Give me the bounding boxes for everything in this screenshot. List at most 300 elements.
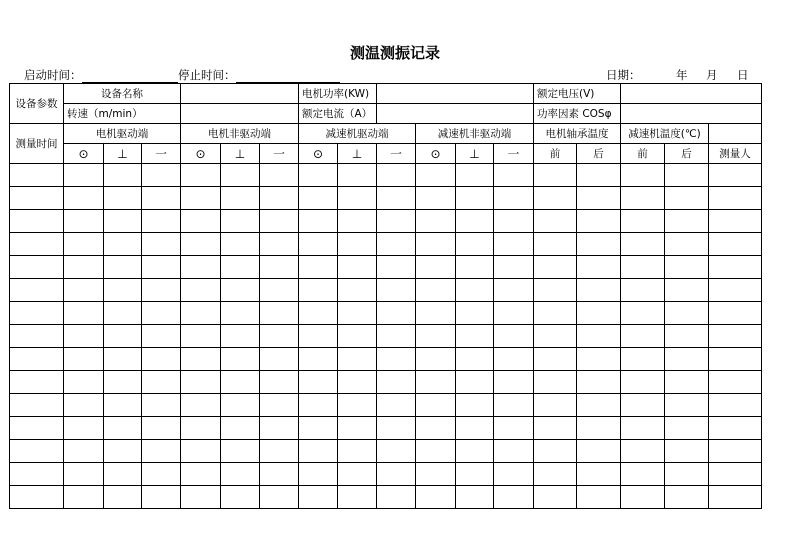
record-cell[interactable] [299,394,338,417]
record-cell[interactable] [10,325,64,348]
record-cell[interactable] [10,210,64,233]
record-cell[interactable] [534,417,577,440]
record-cell[interactable] [181,279,221,302]
power-factor-value[interactable] [621,104,762,124]
record-cell[interactable] [64,279,104,302]
record-cell[interactable] [299,348,338,371]
record-cell[interactable] [665,463,709,486]
record-cell[interactable] [494,463,534,486]
record-cell[interactable] [709,210,762,233]
record-cell[interactable] [260,486,299,509]
record-cell[interactable] [494,256,534,279]
motor-power-value[interactable] [377,84,534,104]
vib-radial-icon: ⊙ [299,144,338,164]
record-cell[interactable] [709,348,762,371]
record-cell[interactable] [456,164,494,187]
record-cell[interactable] [621,486,665,509]
record-cell[interactable] [709,486,762,509]
record-cell[interactable] [709,187,762,210]
record-cell[interactable] [64,371,104,394]
record-cell[interactable] [577,348,621,371]
record-cell[interactable] [142,256,181,279]
record-cell[interactable] [377,325,416,348]
record-cell[interactable] [260,164,299,187]
record-cell[interactable] [104,371,142,394]
record-cell[interactable] [494,164,534,187]
record-cell[interactable] [577,371,621,394]
data-rows [10,164,762,509]
record-cell[interactable] [665,187,709,210]
record-cell[interactable] [494,279,534,302]
record-cell[interactable] [416,440,456,463]
record-cell[interactable] [494,210,534,233]
record-cell[interactable] [142,325,181,348]
record-cell[interactable] [10,233,64,256]
record-cell[interactable] [181,348,221,371]
table-row [10,279,762,302]
record-cell[interactable] [181,371,221,394]
record-cell[interactable] [338,187,377,210]
record-cell[interactable] [221,325,260,348]
group-reducer-nondrive: 减速机非驱动端 [416,124,534,144]
record-cell[interactable] [534,394,577,417]
record-cell[interactable] [621,164,665,187]
record-cell[interactable] [709,440,762,463]
record-cell[interactable] [665,440,709,463]
record-cell[interactable] [221,417,260,440]
record-cell[interactable] [534,325,577,348]
record-cell[interactable] [221,164,260,187]
record-cell[interactable] [260,325,299,348]
record-cell[interactable] [260,371,299,394]
record-cell[interactable] [221,279,260,302]
record-cell[interactable] [577,187,621,210]
rated-voltage-label: 额定电压(V) [534,84,621,104]
record-cell[interactable] [416,394,456,417]
record-cell[interactable] [456,394,494,417]
record-cell[interactable] [377,440,416,463]
record-cell[interactable] [299,325,338,348]
table-row [10,187,762,210]
record-cell[interactable] [456,417,494,440]
record-cell[interactable] [104,463,142,486]
record-cell[interactable] [260,348,299,371]
device-name-label: 设备名称 [64,84,181,104]
record-cell[interactable] [104,279,142,302]
record-cell[interactable] [416,463,456,486]
record-cell[interactable] [299,371,338,394]
record-cell[interactable] [64,325,104,348]
record-cell[interactable] [142,233,181,256]
record-cell[interactable] [665,371,709,394]
record-cell[interactable] [377,371,416,394]
record-cell[interactable] [621,417,665,440]
record-cell[interactable] [10,394,64,417]
record-cell[interactable] [338,417,377,440]
record-cell[interactable] [260,417,299,440]
record-cell[interactable] [577,302,621,325]
table-row [10,164,762,187]
record-cell[interactable] [104,486,142,509]
record-cell[interactable] [260,233,299,256]
record-cell[interactable] [534,463,577,486]
record-cell[interactable] [377,417,416,440]
record-cell[interactable] [416,256,456,279]
record-cell[interactable] [221,210,260,233]
record-cell[interactable] [534,486,577,509]
record-cell[interactable] [534,164,577,187]
record-cell[interactable] [221,233,260,256]
record-cell[interactable] [416,302,456,325]
record-cell[interactable] [299,164,338,187]
record-cell[interactable] [621,187,665,210]
record-cell[interactable] [456,256,494,279]
record-cell[interactable] [456,325,494,348]
record-cell[interactable] [665,325,709,348]
record-cell[interactable] [338,394,377,417]
record-cell[interactable] [10,279,64,302]
record-cell[interactable] [577,440,621,463]
record-cell[interactable] [64,394,104,417]
record-cell[interactable] [621,348,665,371]
vib-vertical-icon: ⊥ [456,144,494,164]
record-cell[interactable] [338,348,377,371]
record-cell[interactable] [142,486,181,509]
record-cell[interactable] [104,348,142,371]
record-cell[interactable] [299,279,338,302]
record-cell[interactable] [709,417,762,440]
record-cell[interactable] [299,463,338,486]
record-cell[interactable] [221,371,260,394]
record-cell[interactable] [494,233,534,256]
record-cell[interactable] [10,256,64,279]
record-cell[interactable] [665,394,709,417]
record-cell[interactable] [416,279,456,302]
record-cell[interactable] [494,325,534,348]
record-cell[interactable] [709,164,762,187]
record-cell[interactable] [416,187,456,210]
record-cell[interactable] [456,233,494,256]
record-cell[interactable] [456,348,494,371]
record-cell[interactable] [621,302,665,325]
record-cell[interactable] [456,210,494,233]
record-cell[interactable] [494,371,534,394]
record-cell[interactable] [104,417,142,440]
record-cell[interactable] [665,486,709,509]
record-cell[interactable] [534,348,577,371]
record-cell[interactable] [104,187,142,210]
record-cell[interactable] [456,440,494,463]
record-cell[interactable] [10,440,64,463]
table-row [10,440,762,463]
record-cell[interactable] [416,164,456,187]
record-cell[interactable] [456,187,494,210]
record-cell[interactable] [577,233,621,256]
record-cell[interactable] [709,325,762,348]
record-cell[interactable] [621,279,665,302]
record-cell[interactable] [299,440,338,463]
record-cell[interactable] [10,417,64,440]
param-row-2 [10,104,762,124]
record-cell[interactable] [577,279,621,302]
record-cell[interactable] [299,233,338,256]
record-cell[interactable] [221,463,260,486]
record-cell[interactable] [577,486,621,509]
record-cell[interactable] [456,486,494,509]
record-cell[interactable] [64,302,104,325]
record-cell[interactable] [338,440,377,463]
record-cell[interactable] [64,417,104,440]
record-cell[interactable] [338,463,377,486]
temp-rear-label: 后 [665,144,709,164]
record-cell[interactable] [621,325,665,348]
record-cell[interactable] [665,302,709,325]
record-cell[interactable] [104,210,142,233]
record-cell[interactable] [377,164,416,187]
record-cell[interactable] [338,302,377,325]
record-cell[interactable] [709,279,762,302]
record-cell[interactable] [10,371,64,394]
record-cell[interactable] [577,417,621,440]
record-cell[interactable] [534,371,577,394]
record-cell[interactable] [142,394,181,417]
record-cell[interactable] [621,210,665,233]
record-cell[interactable] [181,486,221,509]
record-cell[interactable] [377,233,416,256]
record-cell[interactable] [299,302,338,325]
record-cell[interactable] [338,486,377,509]
group-reducer-drive: 减速机驱动端 [299,124,416,144]
record-cell[interactable] [221,302,260,325]
stop-time-line[interactable] [236,70,340,83]
record-cell[interactable] [10,463,64,486]
record-cell[interactable] [377,394,416,417]
record-cell[interactable] [665,279,709,302]
group-reducer-temp: 减速机温度(℃) [621,124,709,144]
param-row-1 [10,84,762,104]
record-cell[interactable] [10,164,64,187]
record-cell[interactable] [456,463,494,486]
record-cell[interactable] [621,256,665,279]
record-cell[interactable] [10,302,64,325]
vib-horizontal-icon: 一 [377,144,416,164]
record-cell[interactable] [181,302,221,325]
record-cell[interactable] [577,210,621,233]
record-cell[interactable] [64,187,104,210]
record-cell[interactable] [181,417,221,440]
record-cell[interactable] [338,210,377,233]
rated-current-value[interactable] [377,104,534,124]
record-cell[interactable] [456,302,494,325]
record-cell[interactable] [221,394,260,417]
record-cell[interactable] [577,256,621,279]
record-cell[interactable] [181,233,221,256]
record-cell[interactable] [456,371,494,394]
record-cell[interactable] [260,394,299,417]
record-cell[interactable] [64,348,104,371]
record-cell[interactable] [221,440,260,463]
record-cell[interactable] [142,279,181,302]
record-cell[interactable] [142,164,181,187]
measure-time-label: 测量时间 [10,124,64,164]
record-cell[interactable] [338,371,377,394]
measure-header-row-2 [10,144,762,164]
record-cell[interactable] [338,164,377,187]
rated-voltage-value[interactable] [621,84,762,104]
record-cell[interactable] [377,486,416,509]
record-cell[interactable] [416,417,456,440]
record-cell[interactable] [64,256,104,279]
record-cell[interactable] [142,210,181,233]
record-cell[interactable] [377,256,416,279]
record-cell[interactable] [416,348,456,371]
record-cell[interactable] [494,440,534,463]
record-cell[interactable] [709,371,762,394]
record-cell[interactable] [665,233,709,256]
record-cell[interactable] [709,302,762,325]
record-cell[interactable] [299,486,338,509]
record-cell[interactable] [377,302,416,325]
record-cell[interactable] [142,302,181,325]
record-cell[interactable] [181,394,221,417]
record-cell[interactable] [260,302,299,325]
record-cell[interactable] [577,394,621,417]
record-cell[interactable] [534,233,577,256]
record-cell[interactable] [494,187,534,210]
record-cell[interactable] [416,233,456,256]
record-cell[interactable] [64,463,104,486]
record-cell[interactable] [64,210,104,233]
record-cell[interactable] [104,256,142,279]
record-cell[interactable] [64,486,104,509]
record-cell[interactable] [104,164,142,187]
record-cell[interactable] [104,325,142,348]
record-cell[interactable] [221,486,260,509]
record-cell[interactable] [221,187,260,210]
vib-radial-icon: ⊙ [416,144,456,164]
record-cell[interactable] [181,164,221,187]
speed-value[interactable] [181,104,299,124]
record-cell[interactable] [260,279,299,302]
record-cell[interactable] [377,187,416,210]
record-cell[interactable] [665,417,709,440]
record-cell[interactable] [416,371,456,394]
record-cell[interactable] [377,279,416,302]
record-cell[interactable] [621,371,665,394]
record-cell[interactable] [416,325,456,348]
record-cell[interactable] [10,187,64,210]
record-cell[interactable] [299,256,338,279]
record-cell[interactable] [338,233,377,256]
record-cell[interactable] [299,417,338,440]
record-cell[interactable] [665,256,709,279]
record-cell[interactable] [338,325,377,348]
record-cell[interactable] [260,440,299,463]
record-cell[interactable] [416,486,456,509]
record-cell[interactable] [494,348,534,371]
record-cell[interactable] [10,486,64,509]
record-cell[interactable] [665,164,709,187]
record-cell[interactable] [494,394,534,417]
record-cell[interactable] [621,394,665,417]
record-cell[interactable] [709,394,762,417]
table-row [10,486,762,509]
record-cell[interactable] [577,463,621,486]
record-cell[interactable] [142,371,181,394]
record-cell[interactable] [260,463,299,486]
record-cell[interactable] [104,302,142,325]
record-cell[interactable] [534,279,577,302]
record-cell[interactable] [534,210,577,233]
record-cell[interactable] [260,210,299,233]
record-cell[interactable] [181,325,221,348]
record-cell[interactable] [142,463,181,486]
record-cell[interactable] [221,256,260,279]
device-name-value[interactable] [181,84,299,104]
record-cell[interactable] [709,256,762,279]
record-cell[interactable] [104,394,142,417]
record-cell[interactable] [709,463,762,486]
record-cell[interactable] [416,210,456,233]
record-cell[interactable] [621,440,665,463]
record-cell[interactable] [64,164,104,187]
record-cell[interactable] [181,210,221,233]
record-cell[interactable] [64,440,104,463]
record-cell[interactable] [181,440,221,463]
record-cell[interactable] [534,302,577,325]
record-cell[interactable] [494,302,534,325]
record-cell[interactable] [181,256,221,279]
record-cell[interactable] [142,348,181,371]
record-cell[interactable] [577,164,621,187]
record-cell[interactable] [377,348,416,371]
record-cell[interactable] [64,233,104,256]
record-cell[interactable] [142,187,181,210]
record-cell[interactable] [104,440,142,463]
record-cell[interactable] [621,463,665,486]
record-cell[interactable] [142,440,181,463]
record-cell[interactable] [665,348,709,371]
record-cell[interactable] [299,187,338,210]
record-cell[interactable] [299,210,338,233]
record-cell[interactable] [338,256,377,279]
record-cell[interactable] [260,256,299,279]
record-cell[interactable] [621,233,665,256]
record-cell[interactable] [494,417,534,440]
record-cell[interactable] [142,417,181,440]
record-cell[interactable] [534,187,577,210]
record-cell[interactable] [181,463,221,486]
record-cell[interactable] [456,279,494,302]
record-cell[interactable] [338,279,377,302]
record-cell[interactable] [221,348,260,371]
stop-time-field [178,67,340,83]
record-cell[interactable] [377,210,416,233]
record-cell[interactable] [104,233,142,256]
record-cell[interactable] [665,210,709,233]
record-cell[interactable] [577,325,621,348]
record-cell[interactable] [377,463,416,486]
measure-header-row-1 [10,124,762,144]
record-cell[interactable] [709,233,762,256]
record-cell[interactable] [534,256,577,279]
start-time-line[interactable] [82,70,178,83]
record-cell[interactable] [10,348,64,371]
record-cell[interactable] [260,187,299,210]
record-cell[interactable] [181,187,221,210]
record-cell[interactable] [494,486,534,509]
record-cell[interactable] [534,440,577,463]
